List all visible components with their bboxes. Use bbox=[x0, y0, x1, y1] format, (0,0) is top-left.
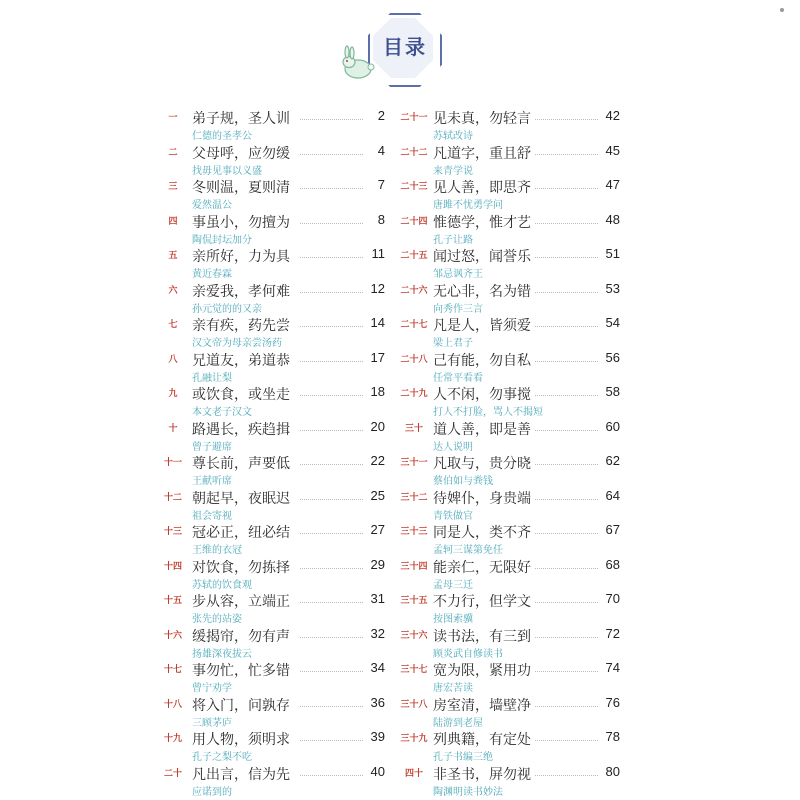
page-number: 39 bbox=[370, 729, 385, 744]
page-title: 目录 bbox=[383, 35, 427, 59]
chapter-subtitle: 顾炎武自修读书 bbox=[433, 648, 503, 660]
toc-entry[interactable] bbox=[170, 108, 385, 143]
toc-entry[interactable] bbox=[170, 246, 385, 281]
chapter-subtitle: 陶侃封坛加分 bbox=[192, 234, 252, 246]
dotted-leader bbox=[535, 154, 598, 155]
chapter-title: 闻过怒，闻誉乐 bbox=[433, 249, 531, 265]
chapter-subtitle: 祖会寄视 bbox=[192, 510, 232, 522]
chapter-number: 六 bbox=[168, 285, 178, 296]
chapter-number: 十六 bbox=[163, 630, 182, 641]
toc-entry[interactable] bbox=[163, 522, 385, 557]
chapter-title: 凡是人，皆须爱 bbox=[433, 318, 531, 334]
dotted-leader bbox=[535, 706, 598, 707]
page-number: 80 bbox=[605, 763, 620, 779]
chapter-number: 三十一 bbox=[400, 458, 428, 468]
chapter-number: 二十五 bbox=[400, 251, 428, 261]
chapter-subtitle: 苏轼改诗 bbox=[433, 131, 473, 142]
page-number: 7 bbox=[377, 177, 385, 192]
dotted-leader bbox=[535, 740, 598, 741]
toc-entry[interactable] bbox=[163, 694, 385, 730]
dotted-leader bbox=[535, 533, 598, 534]
toc-entry[interactable] bbox=[163, 729, 385, 764]
chapter-number: 四十 bbox=[404, 768, 423, 779]
chapter-title: 能亲仁，无限好 bbox=[433, 559, 531, 576]
toc-entry[interactable] bbox=[163, 660, 385, 695]
page-number: 4 bbox=[377, 142, 385, 158]
chapter-subtitle: 苏轼的饮食观 bbox=[192, 579, 252, 591]
page-number: 45 bbox=[605, 142, 620, 158]
chapter-subtitle: 本文老子汉文 bbox=[192, 407, 252, 418]
chapter-number: 十七 bbox=[163, 665, 182, 675]
toc-column-right bbox=[400, 108, 620, 798]
chapter-subtitle: 王维的衣冠 bbox=[192, 545, 242, 556]
chapter-subtitle: 梁上君子 bbox=[433, 338, 473, 349]
rabbit-icon bbox=[338, 45, 378, 81]
page-number: 76 bbox=[605, 694, 620, 710]
dotted-leader bbox=[300, 499, 363, 500]
toc-entry[interactable] bbox=[170, 419, 385, 454]
chapter-title: 读书法，有三到 bbox=[433, 628, 531, 645]
page-number: 8 bbox=[377, 211, 385, 227]
chapter-subtitle: 孔子书编三绝 bbox=[433, 752, 493, 763]
chapter-title: 房室清，墙壁净 bbox=[433, 697, 531, 714]
toc-entry[interactable] bbox=[163, 625, 385, 661]
chapter-number: 三十四 bbox=[400, 561, 428, 572]
chapter-title: 见人善，即思齐 bbox=[433, 180, 531, 196]
chapter-subtitle: 孟母三迁 bbox=[433, 579, 473, 591]
chapter-title: 亲所好，力为具 bbox=[192, 249, 290, 265]
page-number: 11 bbox=[371, 246, 385, 261]
toc-entry[interactable] bbox=[163, 591, 385, 626]
chapter-subtitle: 孙元觉的的又亲 bbox=[192, 303, 262, 315]
toc-entry[interactable] bbox=[170, 177, 385, 212]
chapter-title: 事勿忙，忙多错 bbox=[192, 663, 290, 679]
toc-entry[interactable] bbox=[400, 522, 620, 557]
chapter-subtitle: 三顾茅庐 bbox=[192, 717, 232, 729]
chapter-title: 列典籍，有定处 bbox=[433, 732, 531, 748]
page-number: 74 bbox=[605, 660, 620, 675]
chapter-subtitle: 按图索骥 bbox=[433, 614, 473, 625]
page-number: 14 bbox=[370, 315, 385, 330]
toc-entry[interactable] bbox=[170, 350, 385, 385]
chapter-title: 缓揭帘，勿有声 bbox=[192, 628, 290, 645]
chapter-title: 路遇长，疾趋揖 bbox=[192, 421, 290, 438]
toc-entry[interactable] bbox=[400, 591, 620, 626]
page-number: 12 bbox=[370, 280, 385, 296]
chapter-number: 三十三 bbox=[400, 527, 428, 537]
chapter-number: 二十三 bbox=[400, 182, 428, 192]
dotted-leader bbox=[300, 464, 363, 465]
toc-entry[interactable] bbox=[400, 211, 620, 247]
toc-entry[interactable] bbox=[405, 764, 620, 799]
chapter-subtitle: 陶渊明读书妙法 bbox=[433, 786, 503, 798]
toc-entry[interactable] bbox=[170, 384, 385, 419]
dotted-leader bbox=[300, 775, 363, 776]
dotted-leader bbox=[535, 568, 598, 569]
chapter-number: 十一 bbox=[163, 458, 182, 468]
page-number: 48 bbox=[605, 211, 620, 227]
dotted-leader bbox=[535, 223, 598, 224]
dotted-leader bbox=[535, 499, 598, 500]
chapter-title: 弟子规，圣人训 bbox=[192, 111, 290, 127]
toc-entry[interactable] bbox=[163, 487, 385, 523]
chapter-subtitle: 孔融让梨 bbox=[192, 372, 232, 384]
chapter-title: 冬则温，夏则清 bbox=[192, 180, 290, 196]
chapter-number: 九 bbox=[168, 389, 178, 399]
dotted-leader bbox=[300, 740, 363, 741]
toc-entry[interactable] bbox=[400, 729, 620, 764]
dotted-leader bbox=[535, 361, 598, 362]
dotted-leader bbox=[300, 395, 363, 396]
chapter-title: 待婢仆，身贵端 bbox=[433, 490, 531, 507]
page-number: 72 bbox=[605, 625, 620, 641]
chapter-subtitle: 王献听席 bbox=[192, 476, 232, 487]
toc-entry[interactable] bbox=[400, 108, 620, 143]
dotted-leader bbox=[535, 257, 598, 258]
chapter-subtitle: 找毋见事以义盛 bbox=[192, 165, 262, 177]
chapter-number: 八 bbox=[168, 354, 178, 365]
chapter-number: 三十五 bbox=[400, 596, 428, 606]
chapter-subtitle: 曾子避席 bbox=[192, 441, 232, 453]
chapter-subtitle: 唐雎不忧勇学问 bbox=[433, 200, 503, 211]
page-number: 17 bbox=[370, 349, 385, 365]
toc-entry[interactable] bbox=[400, 625, 620, 661]
chapter-number: 一 bbox=[168, 113, 178, 123]
toc-entry[interactable] bbox=[163, 453, 385, 488]
chapter-subtitle: 孟轲三谋第免任 bbox=[433, 545, 503, 556]
toc-column-left bbox=[163, 108, 385, 798]
page-number: 31 bbox=[370, 591, 385, 606]
chapter-title: 朝起早，夜眠迟 bbox=[192, 490, 290, 507]
page-number: 2 bbox=[377, 108, 385, 123]
chapter-number: 三 bbox=[168, 182, 178, 192]
page-number: 56 bbox=[605, 349, 620, 365]
chapter-number: 二十四 bbox=[400, 216, 428, 227]
dotted-leader bbox=[535, 775, 598, 776]
dotted-leader bbox=[300, 602, 363, 603]
chapter-subtitle: 爱然温公 bbox=[192, 200, 232, 211]
chapter-number: 二十 bbox=[163, 768, 182, 779]
chapter-number: 三十八 bbox=[400, 699, 428, 710]
chapter-subtitle: 孔子让路 bbox=[433, 234, 473, 246]
chapter-title: 见未真，勿轻言 bbox=[433, 111, 531, 127]
page-number: 25 bbox=[370, 487, 385, 503]
dotted-leader bbox=[300, 223, 363, 224]
chapter-title: 非圣书，屏勿视 bbox=[433, 766, 531, 783]
chapter-title: 尊长前，声要低 bbox=[192, 456, 290, 472]
chapter-title: 或饮食，或坐走 bbox=[192, 387, 290, 403]
chapter-title: 惟德学，惟才艺 bbox=[433, 214, 531, 231]
chapter-number: 二十六 bbox=[400, 285, 428, 296]
dotted-leader bbox=[300, 637, 363, 638]
toc-entry[interactable] bbox=[400, 142, 620, 178]
chapter-number: 三十六 bbox=[400, 630, 428, 641]
chapter-subtitle: 黄近春霖 bbox=[192, 269, 232, 280]
toc-entry[interactable] bbox=[163, 763, 385, 799]
chapter-title: 用人物，须明求 bbox=[192, 732, 290, 748]
chapter-title: 人不闲，勿事搅 bbox=[433, 387, 531, 403]
chapter-number: 二 bbox=[168, 147, 178, 158]
toc-entry[interactable] bbox=[170, 212, 385, 247]
chapter-number: 二十八 bbox=[400, 354, 428, 365]
corner-dot bbox=[780, 8, 784, 12]
chapter-number: 四 bbox=[168, 216, 178, 227]
toc-entry[interactable] bbox=[400, 556, 620, 592]
toc-entry[interactable] bbox=[400, 349, 620, 385]
chapter-number: 十五 bbox=[163, 596, 182, 606]
chapter-number: 七 bbox=[168, 320, 178, 330]
chapter-title: 事虽小，勿擅为 bbox=[192, 214, 290, 231]
page-number: 18 bbox=[370, 384, 385, 399]
page-number: 58 bbox=[605, 384, 620, 399]
toc-entry[interactable] bbox=[400, 694, 620, 730]
toc-entry[interactable] bbox=[400, 280, 620, 316]
chapter-title: 将入门，问孰存 bbox=[192, 697, 290, 714]
page-number: 64 bbox=[605, 487, 620, 503]
chapter-number: 五 bbox=[168, 251, 178, 261]
dotted-leader bbox=[300, 188, 363, 189]
chapter-subtitle: 达人说明 bbox=[433, 441, 473, 453]
dotted-leader bbox=[535, 292, 598, 293]
page-number: 34 bbox=[370, 660, 385, 675]
chapter-title: 亲爱我，孝何难 bbox=[192, 283, 290, 300]
chapter-number: 二十二 bbox=[400, 147, 428, 158]
toc-entry[interactable] bbox=[400, 660, 620, 695]
dotted-leader bbox=[300, 292, 363, 293]
page-number: 62 bbox=[605, 453, 620, 468]
toc-entry[interactable] bbox=[400, 487, 620, 523]
chapter-number: 三十 bbox=[404, 423, 423, 434]
page-number: 51 bbox=[605, 246, 620, 261]
chapter-title: 凡出言，信为先 bbox=[192, 766, 290, 783]
toc-entry[interactable] bbox=[163, 556, 385, 592]
chapter-subtitle: 应诺到的 bbox=[192, 786, 232, 798]
dotted-leader bbox=[535, 671, 598, 672]
page-number: 60 bbox=[605, 418, 620, 434]
chapter-number: 二十七 bbox=[400, 320, 428, 330]
dotted-leader bbox=[300, 430, 363, 431]
dotted-leader bbox=[300, 257, 363, 258]
chapter-number: 二十一 bbox=[400, 113, 428, 123]
chapter-title: 亲有疾，药先尝 bbox=[192, 318, 290, 334]
chapter-title: 冠必正，纽必结 bbox=[192, 525, 290, 541]
chapter-subtitle: 蔡伯如与粪钱 bbox=[433, 476, 493, 487]
page-number: 53 bbox=[605, 280, 620, 296]
page-number: 68 bbox=[605, 556, 620, 572]
chapter-title: 凡取与，贵分晓 bbox=[433, 456, 531, 472]
toc-header bbox=[330, 5, 470, 105]
chapter-title: 兄道友，弟道恭 bbox=[192, 352, 290, 369]
chapter-title: 宽为限，紧用功 bbox=[433, 663, 531, 679]
page-number: 54 bbox=[605, 315, 620, 330]
page-number: 22 bbox=[370, 453, 385, 468]
chapter-title: 凡道字，重且舒 bbox=[433, 145, 531, 162]
chapter-title: 道人善，即是善 bbox=[433, 421, 531, 438]
chapter-subtitle: 任常平看看 bbox=[433, 372, 483, 384]
toc-entry[interactable] bbox=[170, 281, 385, 316]
chapter-title: 步从容，立端正 bbox=[192, 594, 290, 610]
chapter-subtitle: 唐宏苦读 bbox=[433, 683, 473, 694]
chapter-subtitle: 陆游到老屋 bbox=[433, 717, 483, 729]
chapter-number: 二十九 bbox=[400, 389, 428, 399]
toc-entry[interactable] bbox=[170, 315, 385, 350]
dotted-leader bbox=[535, 637, 598, 638]
chapter-subtitle: 向秀作三言 bbox=[433, 303, 483, 315]
page-number: 36 bbox=[370, 694, 385, 710]
chapter-subtitle: 扬雄深夜拔云 bbox=[192, 648, 252, 660]
page-number: 32 bbox=[370, 625, 385, 641]
page-number: 42 bbox=[605, 108, 620, 123]
chapter-number: 三十七 bbox=[400, 665, 428, 675]
chapter-subtitle: 邹忌讽齐王 bbox=[433, 269, 483, 280]
chapter-title: 父母呼，应勿缓 bbox=[192, 145, 290, 162]
dotted-leader bbox=[535, 188, 598, 189]
dotted-leader bbox=[300, 706, 363, 707]
chapter-number: 十三 bbox=[163, 527, 182, 537]
chapter-title: 己有能，勿自私 bbox=[433, 352, 531, 369]
dotted-leader bbox=[300, 119, 363, 120]
page-number: 67 bbox=[605, 522, 620, 537]
chapter-subtitle: 孔子之梨不吃 bbox=[192, 752, 252, 763]
chapter-number: 十八 bbox=[163, 699, 182, 710]
chapter-number: 三十九 bbox=[400, 734, 428, 744]
chapter-subtitle: 张先的站姿 bbox=[192, 614, 242, 625]
chapter-title: 无心非，名为错 bbox=[433, 283, 531, 300]
chapter-subtitle: 曾宁劝学 bbox=[192, 683, 232, 694]
chapter-subtitle: 仁德的圣孝公 bbox=[192, 131, 252, 142]
toc-entry[interactable] bbox=[400, 384, 620, 419]
chapter-title: 不力行，但学文 bbox=[433, 594, 531, 610]
dotted-leader bbox=[535, 430, 598, 431]
page-number: 20 bbox=[370, 418, 385, 434]
toc-entry[interactable] bbox=[400, 315, 620, 350]
chapter-subtitle: 来青学说 bbox=[433, 165, 473, 177]
chapter-title: 对饮食，勿拣择 bbox=[192, 559, 290, 576]
chapter-subtitle: 青铁做官 bbox=[433, 510, 473, 522]
page-number: 27 bbox=[370, 522, 385, 537]
page-number: 29 bbox=[370, 556, 385, 572]
dotted-leader bbox=[300, 568, 363, 569]
chapter-subtitle: 汉文帝为母亲尝汤药 bbox=[192, 338, 282, 349]
toc-entry[interactable] bbox=[400, 177, 620, 212]
page-number: 40 bbox=[370, 763, 385, 779]
chapter-number: 三十二 bbox=[400, 492, 428, 503]
page-number: 70 bbox=[605, 591, 620, 606]
toc-entry[interactable] bbox=[400, 453, 620, 488]
chapter-subtitle: 打人不打脸，骂人不揭短 bbox=[433, 407, 543, 418]
page-number: 78 bbox=[605, 729, 620, 744]
chapter-number: 十四 bbox=[163, 561, 182, 572]
toc-entry[interactable] bbox=[400, 246, 620, 281]
dotted-leader bbox=[300, 326, 363, 327]
dotted-leader bbox=[300, 361, 363, 362]
dotted-leader bbox=[300, 533, 363, 534]
toc-entry[interactable] bbox=[170, 143, 385, 178]
dotted-leader bbox=[300, 671, 363, 672]
dotted-leader bbox=[535, 395, 598, 396]
page-number: 47 bbox=[605, 177, 620, 192]
dotted-leader bbox=[300, 154, 363, 155]
chapter-number: 十 bbox=[168, 423, 178, 434]
toc-entry[interactable] bbox=[405, 419, 620, 454]
dotted-leader bbox=[535, 326, 598, 327]
dotted-leader bbox=[535, 602, 598, 603]
dotted-leader bbox=[535, 119, 598, 120]
chapter-title: 同是人，类不齐 bbox=[433, 525, 531, 541]
chapter-number: 十九 bbox=[163, 734, 182, 744]
chapter-number: 十二 bbox=[163, 492, 182, 503]
dotted-leader bbox=[535, 464, 598, 465]
